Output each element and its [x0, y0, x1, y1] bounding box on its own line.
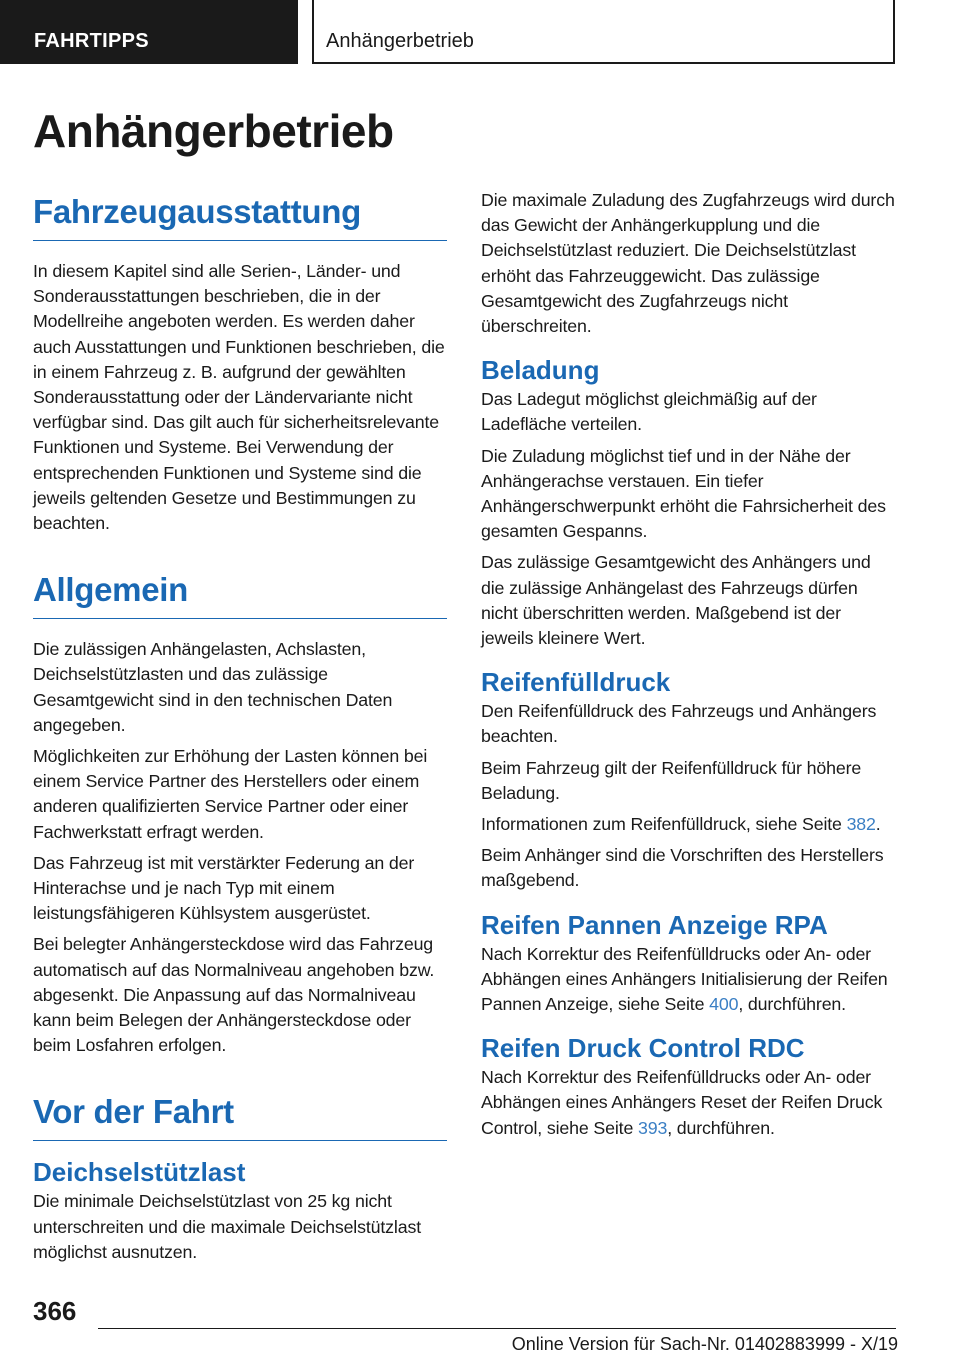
text-rpa: Nach Korrektur des Reifenfülldrucks oder An- oder Abhängen eines Anhängers Initialisierung der Reifen Pannen Anzeige, siehe Seite: [481, 943, 888, 1015]
paragraph-allgemein-2: Möglichkeiten zur Erhöhung der Lasten können bei einem Service Partner des Herstellers oder einem anderen qualifizierten Service Partner oder einer Fachwerkstatt erfragt werden.: [33, 746, 428, 842]
heading-allgemein: Allgemein: [33, 566, 447, 619]
text-reifenfuelldruck-ref: Informationen zum Reifenfülldruck, siehe Seite: [481, 814, 847, 835]
subheading-rpa: Reifen Pannen Anzeige RPA: [481, 909, 828, 940]
text-rdc-end: , durchführen.: [667, 1117, 775, 1138]
paragraph-beladung-1: Das Ladegut möglichst gleichmäßig auf der Ladefläche verteilen.: [481, 389, 817, 435]
paragraph-reifenfuelldruck-2: Beim Fahrzeug gilt der Reifenfülldruck für höhere Beladung.: [481, 757, 862, 803]
paragraph-beladung-3: Das zulässige Gesamtgewicht des Anhängers und die zulässige Anhängelast des Fahrzeugs dürfen nicht überschritten werden. Maßgebend ist der jeweils kleinere Wert.: [481, 552, 871, 649]
right-column: [481, 188, 897, 1147]
paragraph-allgemein-1: Die zulässigen Anhängelasten, Achslasten, Deichselstützlasten und das zulässige Gesamtgewicht sind in den technischen Daten angegeben.: [33, 639, 393, 735]
page-title: Anhängerbetrieb: [33, 105, 394, 157]
footer-online-version: Online Version für Sach-Nr. 01402883999 - X/19: [511, 1334, 898, 1354]
paragraph-reifenfuelldruck-3: [481, 812, 897, 837]
heading-fahrzeugausstattung: Fahrzeugausstattung: [33, 188, 447, 241]
heading-vor-der-fahrt: Vor der Fahrt: [33, 1088, 447, 1141]
paragraph-allgemein-4: Bei belegter Anhängersteckdose wird das Fahrzeug automatisch auf das Normalniveau angehoben bzw. abgesenkt. Die Anpassung auf das Normalniveau kann beim Belegen der Anhängersteckdose oder beim Losfahren erfolgen.: [33, 934, 435, 1056]
paragraph-reifenfuelldruck-1: Den Reifenfülldruck des Fahrzeugs und Anhängers beachten.: [481, 701, 877, 747]
page-number: 366: [33, 1296, 77, 1326]
page-link-382[interactable]: 382: [846, 814, 876, 835]
paragraph-fahrzeugausstattung: In diesem Kapitel sind alle Serien-, Länder- und Sonderausstattungen beschrieben, die in der Modellreihe angeboten werden. Es werden daher auch Ausstattungen und Funktionen beschrieben, die in einem Fahrzeug z. B. aufgrund der gewählten Sonderausstattung oder der Ländervariante nicht verfügbar sind. Das gilt auch für sicherheitsrelevante Funktionen und Systeme. Bei Verwendung der entsprechenden Funktionen und Systeme sind die jeweils geltenden Gesetze und Bestimmungen zu beachten.: [33, 261, 445, 534]
page-link-400[interactable]: 400: [709, 994, 739, 1015]
header-section-tab: FAHRTIPPS: [0, 0, 298, 64]
page-link-393[interactable]: 393: [637, 1117, 668, 1138]
paragraph-deichselstuetzlast: Die minimale Deichselstützlast von 25 kg nicht unterschreiten und die maximale Deichselstützlast möglichst ausnutzen.: [33, 1191, 421, 1262]
paragraph-reifenfuelldruck-4: Beim Anhänger sind die Vorschriften des Herstellers maßgebend.: [481, 845, 884, 891]
subheading-deichselstuetzlast: Deichselstützlast: [33, 1157, 246, 1188]
footer-divider: [98, 1328, 896, 1329]
subheading-beladung: Beladung: [481, 355, 600, 386]
text-period: .: [875, 814, 881, 835]
header-breadcrumb: Anhängerbetrieb: [312, 0, 895, 64]
paragraph-rpa: [481, 942, 897, 1018]
text-rdc: Nach Korrektur des Reifenfülldrucks oder An- oder Abhängen eines Anhängers Reset der Reifen Druck Control, siehe Seite: [481, 1067, 883, 1138]
text-rpa-end: , durchführen.: [738, 994, 846, 1015]
paragraph-beladung-2: Die Zuladung möglichst tief und in der Nähe der Anhängerachse verstauen. Ein tiefer Anhängerschwerpunkt erhöht die Fahrsicherheit des gesamten Gespanns.: [481, 445, 886, 542]
paragraph-zuladung: Die maximale Zuladung des Zugfahrzeugs wird durch das Gewicht der Anhängerkupplung und die Deichselstützlast reduziert. Die Deichselstützlast erhöht das Fahrzeuggewicht. Das zulässige Gesamtgewicht des Zugfahrzeugs nicht überschreiten.: [481, 190, 895, 337]
paragraph-allgemein-3: Das Fahrzeug ist mit verstärkter Federung an der Hinterachse und je nach Typ mit einem leistungsfähigeren Kühlsystem ausgerüstet.: [33, 852, 415, 924]
subheading-rdc: Reifen Druck Control RDC: [481, 1033, 805, 1064]
paragraph-rdc: [481, 1065, 897, 1141]
left-column: [33, 188, 447, 1271]
subheading-reifenfuelldruck: Reifenfülldruck: [481, 667, 671, 698]
